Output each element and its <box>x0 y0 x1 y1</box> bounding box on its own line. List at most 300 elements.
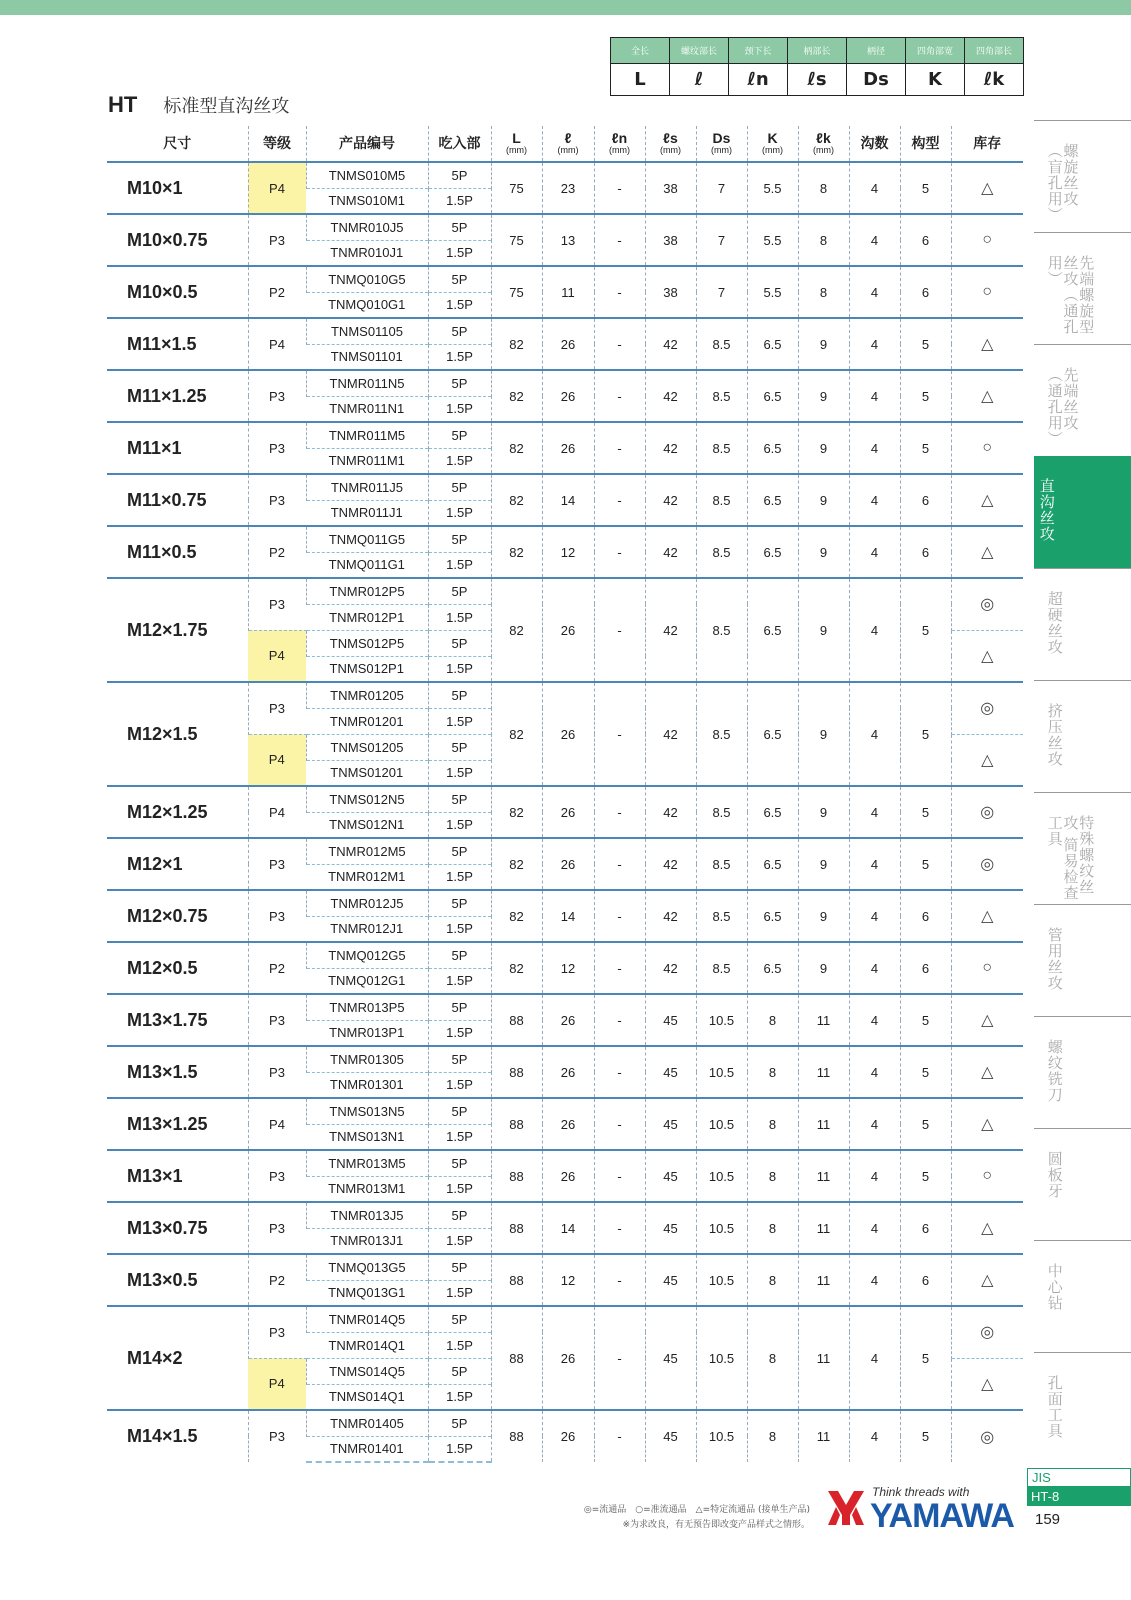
jis-label: JIS <box>1027 1468 1131 1487</box>
grade-cell: P2 <box>248 266 306 318</box>
column-header-label: 沟数 <box>860 135 889 152</box>
neck-length-cell: - <box>594 1098 645 1150</box>
neck-length-cell: - <box>594 526 645 578</box>
product-code-cell: TNMS012P5 <box>306 630 428 656</box>
flutes-cell: 4 <box>849 474 900 526</box>
shank-length-cell: 42 <box>645 370 696 422</box>
shank-dia-cell: 8.5 <box>696 682 747 786</box>
form-cell: 5 <box>900 1098 951 1150</box>
form-cell: 5 <box>900 370 951 422</box>
form-cell: 6 <box>900 942 951 994</box>
product-code-cell: TNMR012M1 <box>306 864 428 890</box>
column-header <box>849 126 900 162</box>
column-header-unit: (mm) <box>762 145 783 156</box>
table-row <box>107 422 1023 448</box>
flutes-cell: 4 <box>849 1098 900 1150</box>
flutes-cell: 4 <box>849 1410 900 1462</box>
shank-length-cell: 45 <box>645 1202 696 1254</box>
shank-length-cell: 38 <box>645 214 696 266</box>
product-code-cell: TNMR014Q1 <box>306 1332 428 1358</box>
column-header <box>951 126 1023 162</box>
shank-length-cell: 45 <box>645 1410 696 1462</box>
column-header <box>594 126 645 162</box>
product-code-cell: TNMR013J1 <box>306 1228 428 1254</box>
grade-cell: P4 <box>248 162 306 214</box>
shank-dia-cell: 10.5 <box>696 1410 747 1462</box>
sidebar-item[interactable] <box>1034 680 1131 792</box>
table-row <box>107 1046 1023 1072</box>
chamfer-cell: 5P <box>428 422 491 448</box>
sidebar-item[interactable] <box>1034 1016 1131 1128</box>
legend-label: 四角部宽 <box>906 38 965 64</box>
grade-cell: P2 <box>248 942 306 994</box>
stock-legend: ◎=流通品 ○=准流通品 △=特定流通品 (接单生产品) <box>583 1505 810 1515</box>
product-table <box>107 126 1023 1463</box>
chamfer-cell: 5P <box>428 1150 491 1176</box>
form-cell: 5 <box>900 1306 951 1410</box>
neck-length-cell: - <box>594 786 645 838</box>
size-cell: M11×1 <box>107 422 248 474</box>
grade-cell: P3 <box>248 1306 306 1358</box>
column-header <box>542 126 594 162</box>
chamfer-cell: 5P <box>428 734 491 760</box>
table-row <box>107 526 1023 552</box>
shank-dia-cell: 8.5 <box>696 838 747 890</box>
square-length-cell: 9 <box>798 786 849 838</box>
stock-cell: △ <box>951 994 1023 1046</box>
column-header-label: 产品编号 <box>339 135 395 152</box>
shank-dia-cell: 10.5 <box>696 1254 747 1306</box>
yamawa-brand <box>826 1485 1016 1535</box>
square-length-cell: 9 <box>798 526 849 578</box>
top-color-bar <box>0 0 1131 15</box>
square-width-cell: 8 <box>747 994 798 1046</box>
legend-label: 全长 <box>611 38 670 64</box>
column-header-label: L <box>512 130 521 147</box>
page-number: 159 <box>1035 1511 1061 1528</box>
neck-length-cell: - <box>594 318 645 370</box>
sidebar-item[interactable] <box>1034 904 1131 1016</box>
neck-length-cell: - <box>594 994 645 1046</box>
column-header-label: 等级 <box>263 135 291 152</box>
chamfer-cell: 1.5P <box>428 344 491 370</box>
chamfer-cell: 5P <box>428 630 491 656</box>
flutes-cell: 4 <box>849 266 900 318</box>
size-cell: M14×2 <box>107 1306 248 1410</box>
stock-cell: △ <box>951 162 1023 214</box>
square-width-cell: 6.5 <box>747 578 798 682</box>
table-row <box>107 682 1023 708</box>
square-width-cell: 8 <box>747 1046 798 1098</box>
length-cell: 82 <box>491 890 542 942</box>
thread-length-cell: 12 <box>542 526 594 578</box>
chamfer-cell: 1.5P <box>428 500 491 526</box>
chamfer-cell: 1.5P <box>428 968 491 994</box>
table-row <box>107 474 1023 500</box>
size-cell: M13×0.5 <box>107 1254 248 1306</box>
table-row <box>107 994 1023 1020</box>
chamfer-cell: 1.5P <box>428 1332 491 1358</box>
sidebar-item[interactable] <box>1034 568 1131 680</box>
grade-cell: P3 <box>248 1046 306 1098</box>
table-row <box>107 1306 1023 1332</box>
square-length-cell: 11 <box>798 1306 849 1410</box>
shank-dia-cell: 8.5 <box>696 474 747 526</box>
stock-cell: △ <box>951 1098 1023 1150</box>
form-cell: 5 <box>900 578 951 682</box>
form-cell: 5 <box>900 1150 951 1202</box>
form-cell: 6 <box>900 526 951 578</box>
grade-cell: P3 <box>248 994 306 1046</box>
stock-cell: ○ <box>951 214 1023 266</box>
thread-length-cell: 26 <box>542 1098 594 1150</box>
form-cell: 5 <box>900 786 951 838</box>
product-code-cell: TNMS012N1 <box>306 812 428 838</box>
grade-cell: P3 <box>248 890 306 942</box>
grade-cell: P3 <box>248 1410 306 1462</box>
product-code-cell: TNMS014Q1 <box>306 1384 428 1410</box>
table-row <box>107 1410 1023 1436</box>
form-cell: 6 <box>900 214 951 266</box>
size-cell: M11×1.25 <box>107 370 248 422</box>
product-code-cell: TNMR012M5 <box>306 838 428 864</box>
grade-cell: P3 <box>248 1150 306 1202</box>
shank-length-cell: 45 <box>645 1150 696 1202</box>
shank-length-cell: 45 <box>645 1046 696 1098</box>
thread-length-cell: 11 <box>542 266 594 318</box>
sidebar-item[interactable] <box>1034 1352 1131 1464</box>
legend-symbol: ℓk <box>965 64 1024 96</box>
form-cell: 5 <box>900 318 951 370</box>
neck-length-cell: - <box>594 838 645 890</box>
stock-cell: △ <box>951 1254 1023 1306</box>
legend-symbol: ℓs <box>788 64 847 96</box>
thread-length-cell: 26 <box>542 422 594 474</box>
thread-length-cell: 26 <box>542 786 594 838</box>
chamfer-cell: 5P <box>428 1306 491 1332</box>
flutes-cell: 4 <box>849 1254 900 1306</box>
product-code-cell: TNMR011N1 <box>306 396 428 422</box>
size-cell: M12×1.75 <box>107 578 248 682</box>
sidebar-item[interactable] <box>1034 344 1131 456</box>
square-length-cell: 11 <box>798 1202 849 1254</box>
brand-wordmark: YAMAWA <box>870 1497 1014 1535</box>
square-length-cell: 11 <box>798 1254 849 1306</box>
sidebar-item-label: 螺纹铣刀 <box>1045 1039 1064 1103</box>
sidebar-item[interactable] <box>1034 120 1131 232</box>
stock-cell: △ <box>951 630 1023 682</box>
product-code-cell: TNMS014Q5 <box>306 1358 428 1384</box>
dimension-legend <box>610 37 1024 96</box>
table-row <box>107 318 1023 344</box>
product-code-cell: TNMR011M5 <box>306 422 428 448</box>
square-width-cell: 6.5 <box>747 786 798 838</box>
sidebar-item[interactable] <box>1034 1128 1131 1240</box>
square-width-cell: 6.5 <box>747 422 798 474</box>
length-cell: 82 <box>491 838 542 890</box>
thread-length-cell: 26 <box>542 578 594 682</box>
shank-dia-cell: 8.5 <box>696 786 747 838</box>
neck-length-cell: - <box>594 1150 645 1202</box>
sidebar-item-label: 特殊螺纹丝攻 简易检查工具 <box>1045 815 1096 901</box>
shank-dia-cell: 8.5 <box>696 526 747 578</box>
product-code-cell: TNMR01401 <box>306 1436 428 1462</box>
grade-cell: P2 <box>248 526 306 578</box>
grade-cell: P2 <box>248 1254 306 1306</box>
table-row <box>107 162 1023 188</box>
sidebar-item[interactable] <box>1034 792 1131 904</box>
thread-length-cell: 26 <box>542 318 594 370</box>
length-cell: 82 <box>491 786 542 838</box>
thread-length-cell: 26 <box>542 838 594 890</box>
column-header-unit: (mm) <box>609 145 630 156</box>
product-code-cell: TNMR013P1 <box>306 1020 428 1046</box>
shank-dia-cell: 8.5 <box>696 370 747 422</box>
flutes-cell: 4 <box>849 1202 900 1254</box>
size-cell: M10×1 <box>107 162 248 214</box>
sidebar-item[interactable] <box>1034 232 1131 344</box>
stock-cell: ○ <box>951 1150 1023 1202</box>
chamfer-cell: 1.5P <box>428 1124 491 1150</box>
product-code-cell: TNMR011J5 <box>306 474 428 500</box>
neck-length-cell: - <box>594 682 645 786</box>
form-cell: 6 <box>900 266 951 318</box>
legend-label: 颈下长 <box>729 38 788 64</box>
neck-length-cell: - <box>594 1202 645 1254</box>
column-header-label: ℓs <box>663 130 678 147</box>
stock-cell: △ <box>951 318 1023 370</box>
length-cell: 88 <box>491 1098 542 1150</box>
product-code-cell: TNMS010M1 <box>306 188 428 214</box>
shank-length-cell: 38 <box>645 266 696 318</box>
jis-section-badge <box>1027 1468 1131 1506</box>
chamfer-cell: 5P <box>428 162 491 188</box>
product-code-cell: TNMS01201 <box>306 760 428 786</box>
table-row <box>107 1254 1023 1280</box>
shank-dia-cell: 7 <box>696 266 747 318</box>
thread-length-cell: 14 <box>542 890 594 942</box>
sidebar-item-label: 挤压丝攻 <box>1045 703 1064 767</box>
thread-length-cell: 23 <box>542 162 594 214</box>
thread-length-cell: 26 <box>542 370 594 422</box>
square-length-cell: 11 <box>798 1098 849 1150</box>
product-code-cell: TNMR011N5 <box>306 370 428 396</box>
chamfer-cell: 5P <box>428 1202 491 1228</box>
column-header <box>645 126 696 162</box>
product-code-cell: TNMR012J5 <box>306 890 428 916</box>
stock-cell: △ <box>951 890 1023 942</box>
shank-length-cell: 42 <box>645 318 696 370</box>
chamfer-cell: 1.5P <box>428 1384 491 1410</box>
legend-label: 柄径 <box>847 38 906 64</box>
shank-dia-cell: 10.5 <box>696 1098 747 1150</box>
square-length-cell: 9 <box>798 422 849 474</box>
form-cell: 5 <box>900 422 951 474</box>
stock-cell: ○ <box>951 942 1023 994</box>
product-code-cell: TNMS012N5 <box>306 786 428 812</box>
length-cell: 82 <box>491 370 542 422</box>
chamfer-cell: 1.5P <box>428 448 491 474</box>
product-code-cell: TNMS013N5 <box>306 1098 428 1124</box>
square-width-cell: 5.5 <box>747 266 798 318</box>
square-length-cell: 9 <box>798 890 849 942</box>
grade-cell: P3 <box>248 370 306 422</box>
size-cell: M12×1.25 <box>107 786 248 838</box>
column-header <box>900 126 951 162</box>
product-code-cell: TNMQ012G5 <box>306 942 428 968</box>
chamfer-cell: 5P <box>428 474 491 500</box>
series-code: HT <box>108 92 138 117</box>
size-cell: M12×1 <box>107 838 248 890</box>
stock-cell: ◎ <box>951 786 1023 838</box>
chamfer-cell: 1.5P <box>428 760 491 786</box>
shank-length-cell: 42 <box>645 890 696 942</box>
product-code-cell: TNMR01405 <box>306 1410 428 1436</box>
square-length-cell: 9 <box>798 578 849 682</box>
product-code-cell: TNMS01205 <box>306 734 428 760</box>
legend-symbol: K <box>906 64 965 96</box>
length-cell: 82 <box>491 318 542 370</box>
chamfer-cell: 5P <box>428 1046 491 1072</box>
flutes-cell: 4 <box>849 786 900 838</box>
length-cell: 88 <box>491 1202 542 1254</box>
table-row <box>107 890 1023 916</box>
square-width-cell: 8 <box>747 1150 798 1202</box>
column-header-label: 吃入部 <box>438 135 481 152</box>
shank-dia-cell: 8.5 <box>696 942 747 994</box>
shank-dia-cell: 7 <box>696 214 747 266</box>
length-cell: 75 <box>491 214 542 266</box>
length-cell: 82 <box>491 942 542 994</box>
column-header-label: ℓk <box>816 130 831 147</box>
table-row <box>107 1150 1023 1176</box>
yamawa-logo-icon <box>826 1487 866 1527</box>
neck-length-cell: - <box>594 474 645 526</box>
chamfer-cell: 1.5P <box>428 292 491 318</box>
product-code-cell: TNMR01205 <box>306 682 428 708</box>
sidebar-item-label: 圆板牙 <box>1045 1151 1064 1199</box>
grade-cell: P3 <box>248 682 306 734</box>
square-length-cell: 9 <box>798 474 849 526</box>
legend-symbol: L <box>611 64 670 96</box>
table-row <box>107 942 1023 968</box>
shank-dia-cell: 8.5 <box>696 890 747 942</box>
column-header-label: ℓn <box>611 130 628 147</box>
stock-cell: △ <box>951 370 1023 422</box>
chamfer-cell: 1.5P <box>428 1436 491 1462</box>
sidebar-item-label: 超硬丝攻 <box>1045 591 1064 655</box>
table-row <box>107 578 1023 604</box>
length-cell: 88 <box>491 1410 542 1462</box>
chamfer-cell: 5P <box>428 1410 491 1436</box>
neck-length-cell: - <box>594 1306 645 1410</box>
product-code-cell: TNMS010M5 <box>306 162 428 188</box>
square-width-cell: 6.5 <box>747 318 798 370</box>
chamfer-cell: 1.5P <box>428 1228 491 1254</box>
table-row <box>107 1202 1023 1228</box>
grade-cell: P3 <box>248 838 306 890</box>
size-cell: M11×1.5 <box>107 318 248 370</box>
stock-cell: △ <box>951 474 1023 526</box>
product-code-cell: TNMQ011G5 <box>306 526 428 552</box>
stock-cell: △ <box>951 526 1023 578</box>
length-cell: 88 <box>491 1046 542 1098</box>
shank-dia-cell: 10.5 <box>696 1306 747 1410</box>
square-length-cell: 8 <box>798 214 849 266</box>
stock-cell: ○ <box>951 266 1023 318</box>
size-cell: M10×0.75 <box>107 214 248 266</box>
thread-length-cell: 14 <box>542 474 594 526</box>
square-width-cell: 5.5 <box>747 162 798 214</box>
form-cell: 5 <box>900 838 951 890</box>
grade-cell: P3 <box>248 578 306 630</box>
square-width-cell: 6.5 <box>747 526 798 578</box>
form-cell: 5 <box>900 1410 951 1462</box>
size-cell: M12×1.5 <box>107 682 248 786</box>
column-header <box>491 126 542 162</box>
square-length-cell: 11 <box>798 1150 849 1202</box>
table-row <box>107 838 1023 864</box>
column-header-label: 构型 <box>911 135 940 152</box>
shank-dia-cell: 10.5 <box>696 994 747 1046</box>
column-header <box>107 126 248 162</box>
sidebar-item[interactable] <box>1034 456 1131 568</box>
product-code-cell: TNMS012P1 <box>306 656 428 682</box>
chamfer-cell: 1.5P <box>428 396 491 422</box>
stock-cell: ◎ <box>951 1410 1023 1462</box>
chamfer-cell: 5P <box>428 682 491 708</box>
thread-length-cell: 26 <box>542 1150 594 1202</box>
chamfer-cell: 5P <box>428 370 491 396</box>
thread-length-cell: 12 <box>542 942 594 994</box>
chamfer-cell: 1.5P <box>428 552 491 578</box>
stock-cell: ◎ <box>951 1306 1023 1358</box>
shank-dia-cell: 10.5 <box>696 1202 747 1254</box>
column-header-unit: (mm) <box>813 145 834 156</box>
shank-length-cell: 45 <box>645 1098 696 1150</box>
product-code-cell: TNMQ011G1 <box>306 552 428 578</box>
grade-cell: P4 <box>248 786 306 838</box>
stock-cell: △ <box>951 1202 1023 1254</box>
column-header <box>306 126 428 162</box>
shank-length-cell: 42 <box>645 838 696 890</box>
thread-length-cell: 26 <box>542 1306 594 1410</box>
product-code-cell: TNMQ013G5 <box>306 1254 428 1280</box>
table-row <box>107 1098 1023 1124</box>
table-row <box>107 370 1023 396</box>
shank-length-cell: 42 <box>645 422 696 474</box>
flutes-cell: 4 <box>849 214 900 266</box>
footnote <box>560 1503 810 1533</box>
sidebar-item[interactable] <box>1034 1240 1131 1352</box>
chamfer-cell: 1.5P <box>428 656 491 682</box>
stock-cell: ○ <box>951 422 1023 474</box>
square-width-cell: 6.5 <box>747 838 798 890</box>
chamfer-cell: 5P <box>428 786 491 812</box>
chamfer-cell: 5P <box>428 890 491 916</box>
neck-length-cell: - <box>594 422 645 474</box>
square-width-cell: 8 <box>747 1306 798 1410</box>
change-notice: ※为求改良，有无预告即改变产品样式之情形。 <box>622 1520 810 1530</box>
square-width-cell: 5.5 <box>747 214 798 266</box>
form-cell: 5 <box>900 994 951 1046</box>
column-header-label: 库存 <box>973 135 1002 152</box>
product-code-cell: TNMQ010G5 <box>306 266 428 292</box>
product-code-cell: TNMR013M5 <box>306 1150 428 1176</box>
size-cell: M12×0.75 <box>107 890 248 942</box>
thread-length-cell: 26 <box>542 682 594 786</box>
square-width-cell: 6.5 <box>747 474 798 526</box>
